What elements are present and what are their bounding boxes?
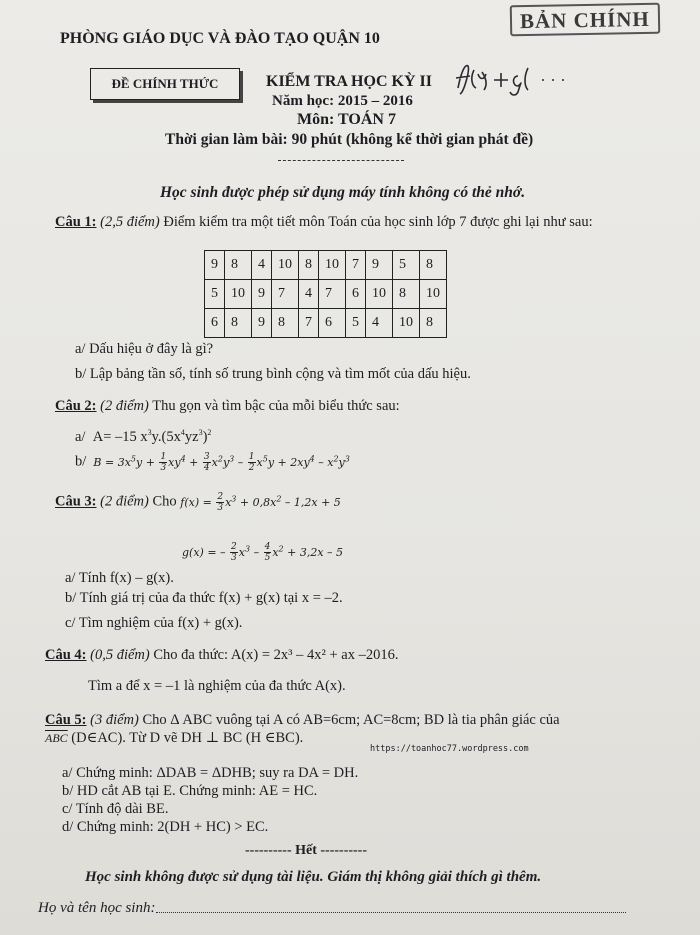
- question-4-points: (0,5 điểm): [90, 647, 150, 663]
- score-row: [205, 251, 447, 280]
- score-cell: 10: [366, 280, 393, 309]
- score-table: [204, 250, 447, 338]
- score-cell: 9: [252, 309, 272, 338]
- question-2b-label: b/: [75, 453, 87, 470]
- question-5d: d/ Chứng minh: 2(DH + HC) > EC.: [62, 819, 269, 835]
- score-cell: 8: [420, 251, 447, 280]
- question-1b: b/ Lập bảng tần số, tính số trung bình cộng và tìm mốt của dấu hiệu.: [75, 366, 471, 382]
- question-5-text2: (D∈AC). Từ D vẽ DH ⊥ BC (H ∈BC).: [71, 730, 304, 746]
- question-1: [55, 214, 593, 231]
- question-3-label: Câu 3:: [55, 493, 97, 510]
- question-5-line2: [45, 730, 303, 747]
- score-cell: 10: [420, 280, 447, 309]
- expression-b: $B = 3x^5y$ + $\frac{1}{3}$ $xy^4$ + $\frac{3}{4}$ $x^2y^3$ – $\frac{1}{2}$ $x^5y + 2xy^4 - x^2y^3$: [89, 452, 350, 473]
- student-name-label: Họ và tên học sinh:: [38, 900, 156, 916]
- function-g-line: [182, 542, 343, 563]
- expression-a: A= –15 $x^3y.(5x^4yz^3)^2$: [89, 428, 212, 445]
- score-cell: 9: [252, 280, 272, 309]
- score-cell: 4: [252, 251, 272, 280]
- score-cell: 8: [299, 251, 319, 280]
- score-cell: 7: [299, 309, 319, 338]
- handwritten-note: [452, 58, 602, 98]
- score-cell: 10: [319, 251, 346, 280]
- score-cell: 7: [272, 280, 299, 309]
- score-cell: 9: [366, 251, 393, 280]
- score-cell: 10: [225, 280, 252, 309]
- score-cell: 5: [393, 251, 420, 280]
- function-f: f(x) = $\frac{2}{3}$ $x^3 + 0,8x^2 - 1,2x + 5$: [180, 492, 341, 513]
- original-stamp: BẢN CHÍNH: [510, 3, 660, 37]
- question-1-label: Câu 1:: [55, 214, 97, 230]
- score-cell: 9: [205, 251, 225, 280]
- department-title: PHÒNG GIÁO DỤC VÀ ĐÀO TẠO QUẬN 10: [60, 30, 380, 47]
- question-2-points: (2 điểm): [100, 398, 149, 414]
- question-2-label: Câu 2:: [55, 398, 97, 414]
- score-cell: 6: [346, 280, 366, 309]
- score-row: [205, 280, 447, 309]
- score-cell: 5: [346, 309, 366, 338]
- question-2a: [75, 428, 211, 446]
- question-5a: a/ Chứng minh: ΔDAB = ΔDHB; suy ra DA = DH.: [62, 765, 359, 781]
- question-4-sub: Tìm a để x = –1 là nghiệm của đa thức A(x).: [88, 678, 346, 694]
- question-4: [45, 647, 399, 664]
- question-3-text: Cho: [152, 493, 177, 510]
- question-3: [55, 492, 341, 513]
- score-cell: 5: [205, 280, 225, 309]
- time-limit: Thời gian làm bài: 90 phút (không kể thời gian phát đề): [165, 131, 534, 148]
- question-1a: a/ Dấu hiệu ở đây là gì?: [75, 341, 214, 357]
- question-1-text: Điểm kiểm tra một tiết môn Toán của học sinh lớp 7 được ghi lại như sau:: [163, 214, 593, 230]
- score-row: [205, 309, 447, 338]
- question-5: [45, 712, 560, 729]
- student-name-line: [156, 912, 626, 913]
- question-5c: c/ Tính độ dài BE.: [62, 801, 169, 817]
- footer-note: Học sinh không được sử dụng tài liệu. Giám thị không giải thích gì thêm.: [85, 869, 542, 885]
- function-g: g(x) = – $\frac{2}{3}$ $x^3$ – $\frac{4}{5}$ $x^2 + 3,2x - 5$: [182, 542, 344, 563]
- score-cell: 10: [393, 309, 420, 338]
- score-cell: 6: [205, 309, 225, 338]
- question-2a-label: a/: [75, 428, 86, 445]
- question-3a: a/ Tính f(x) – g(x).: [65, 570, 174, 586]
- question-5-points: (3 điểm): [90, 712, 139, 728]
- question-2b: [75, 452, 350, 473]
- subject: Môn: TOÁN 7: [297, 111, 396, 128]
- score-cell: 8: [420, 309, 447, 338]
- exam-title: KIỂM TRA HỌC KỲ II: [266, 73, 432, 90]
- score-cell: 7: [346, 251, 366, 280]
- score-cell: 8: [272, 309, 299, 338]
- question-3-points: (2 điểm): [100, 493, 149, 510]
- score-cell: 10: [272, 251, 299, 280]
- instruction-calculator: Học sinh được phép sử dụng máy tính không có thẻ nhớ.: [160, 184, 526, 201]
- score-cell: 7: [319, 280, 346, 309]
- score-cell: 8: [225, 309, 252, 338]
- score-cell: 4: [366, 309, 393, 338]
- question-2: [55, 398, 400, 415]
- score-cell: 4: [299, 280, 319, 309]
- score-cell: 8: [393, 280, 420, 309]
- question-5-text: Cho Δ ABC vuông tại A có AB=6cm; AC=8cm; BD là tia phân giác của: [142, 712, 560, 728]
- end-marker: ---------- Hết ----------: [245, 843, 368, 858]
- score-cell: 8: [225, 251, 252, 280]
- official-exam-box: ĐỀ CHÍNH THỨC: [90, 68, 240, 100]
- score-cell: 6: [319, 309, 346, 338]
- question-2-text: Thu gọn và tìm bậc của mỗi biểu thức sau:: [152, 398, 400, 414]
- question-4-label: Câu 4:: [45, 647, 87, 663]
- question-3b: b/ Tính giá trị của đa thức f(x) + g(x) tại x = –2.: [65, 590, 343, 606]
- question-4-text: Cho đa thức: A(x) = 2x³ – 4x² + ax –2016.: [153, 647, 399, 663]
- school-year: Năm học: 2015 – 2016: [272, 93, 413, 109]
- question-1-points: (2,5 điểm): [100, 214, 160, 230]
- website-url: https://toanhoc77.wordpress.com: [370, 744, 529, 754]
- question-5b: b/ HD cắt AB tại E. Chứng minh: AE = HC.: [62, 783, 318, 799]
- angle-abc: $\overline{ABC}$: [45, 731, 68, 745]
- question-5-label: Câu 5:: [45, 712, 87, 728]
- question-3c: c/ Tìm nghiệm của f(x) + g(x).: [65, 615, 243, 631]
- separator-line: [278, 160, 404, 161]
